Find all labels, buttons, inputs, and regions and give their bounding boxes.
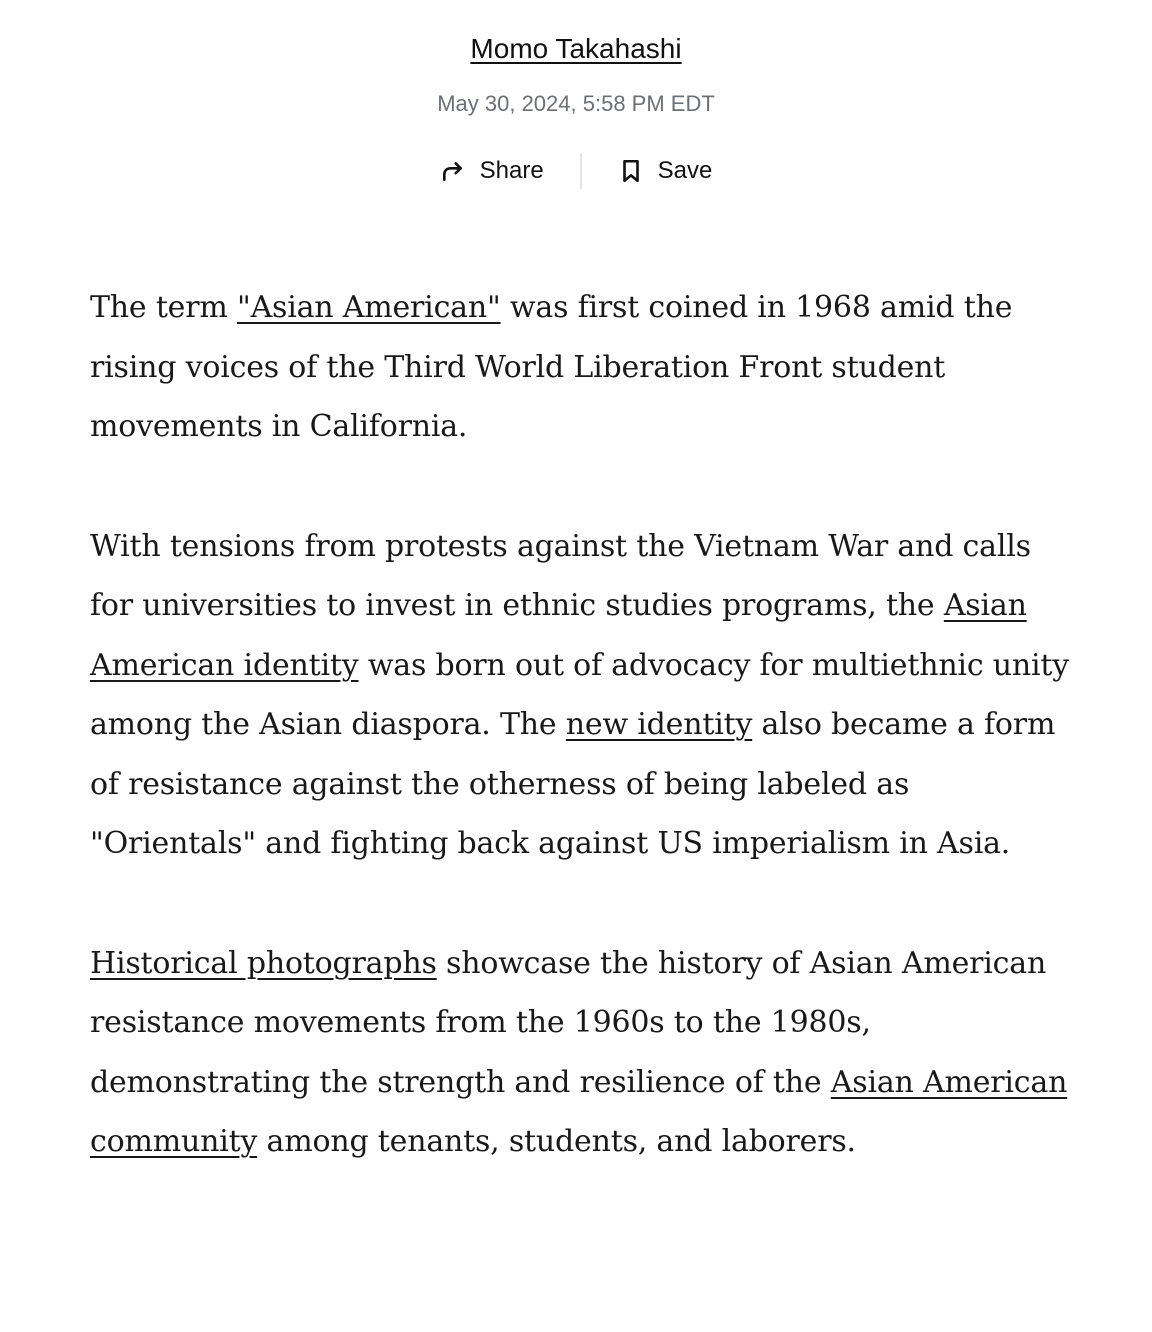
article-body <box>90 278 1070 1232</box>
bookmark-icon <box>618 158 644 184</box>
article-actions <box>0 150 1152 192</box>
share-label: Share <box>479 157 544 184</box>
asian-american-community-link[interactable]: Asian American community <box>90 1064 1068 1159</box>
paragraph-1 <box>90 278 1070 457</box>
paragraph-text: among tenants, students, and laborers. <box>257 1124 856 1159</box>
author-link[interactable]: Momo Takahashi <box>470 33 682 64</box>
paragraph-text: showcase the history of Asian American resistance movements from the 1960s to the 1980s, demonstrating the strength and resilience of the <box>90 945 1047 1100</box>
share-button[interactable] <box>440 150 544 192</box>
paragraph-text: was first coined in 1968 amid the rising voices of the Third World Liberation Front student movements in California. <box>90 290 1013 444</box>
asian-american-identity-link[interactable]: Asian American identity <box>90 588 1027 683</box>
paragraph-text: The term <box>90 290 237 325</box>
publish-timestamp: May 30, 2024, 5:58 PM EDT <box>437 91 715 116</box>
historical-photographs-link[interactable]: Historical photographs <box>90 945 437 981</box>
save-label: Save <box>657 157 713 184</box>
paragraph-text: also became a form of resistance against the otherness of being labeled as "Orientals" and fighting back against US imperialism in Asia. <box>90 707 1056 861</box>
asian-american-term-link[interactable]: "Asian American" <box>236 290 501 325</box>
share-icon <box>440 158 466 184</box>
byline <box>0 28 1152 70</box>
paragraph-text: With tensions from protests against the Vietnam War and calls for universities to invest in ethnic studies programs, the <box>90 528 1031 623</box>
actions-divider <box>580 153 582 189</box>
paragraph-3 <box>90 934 1070 1172</box>
save-button[interactable] <box>618 150 713 192</box>
paragraph-text: was born out of advocacy for multiethnic unity among the Asian diaspora. The <box>90 647 1070 742</box>
paragraph-2 <box>90 517 1070 874</box>
new-identity-link[interactable]: new identity <box>565 707 753 742</box>
